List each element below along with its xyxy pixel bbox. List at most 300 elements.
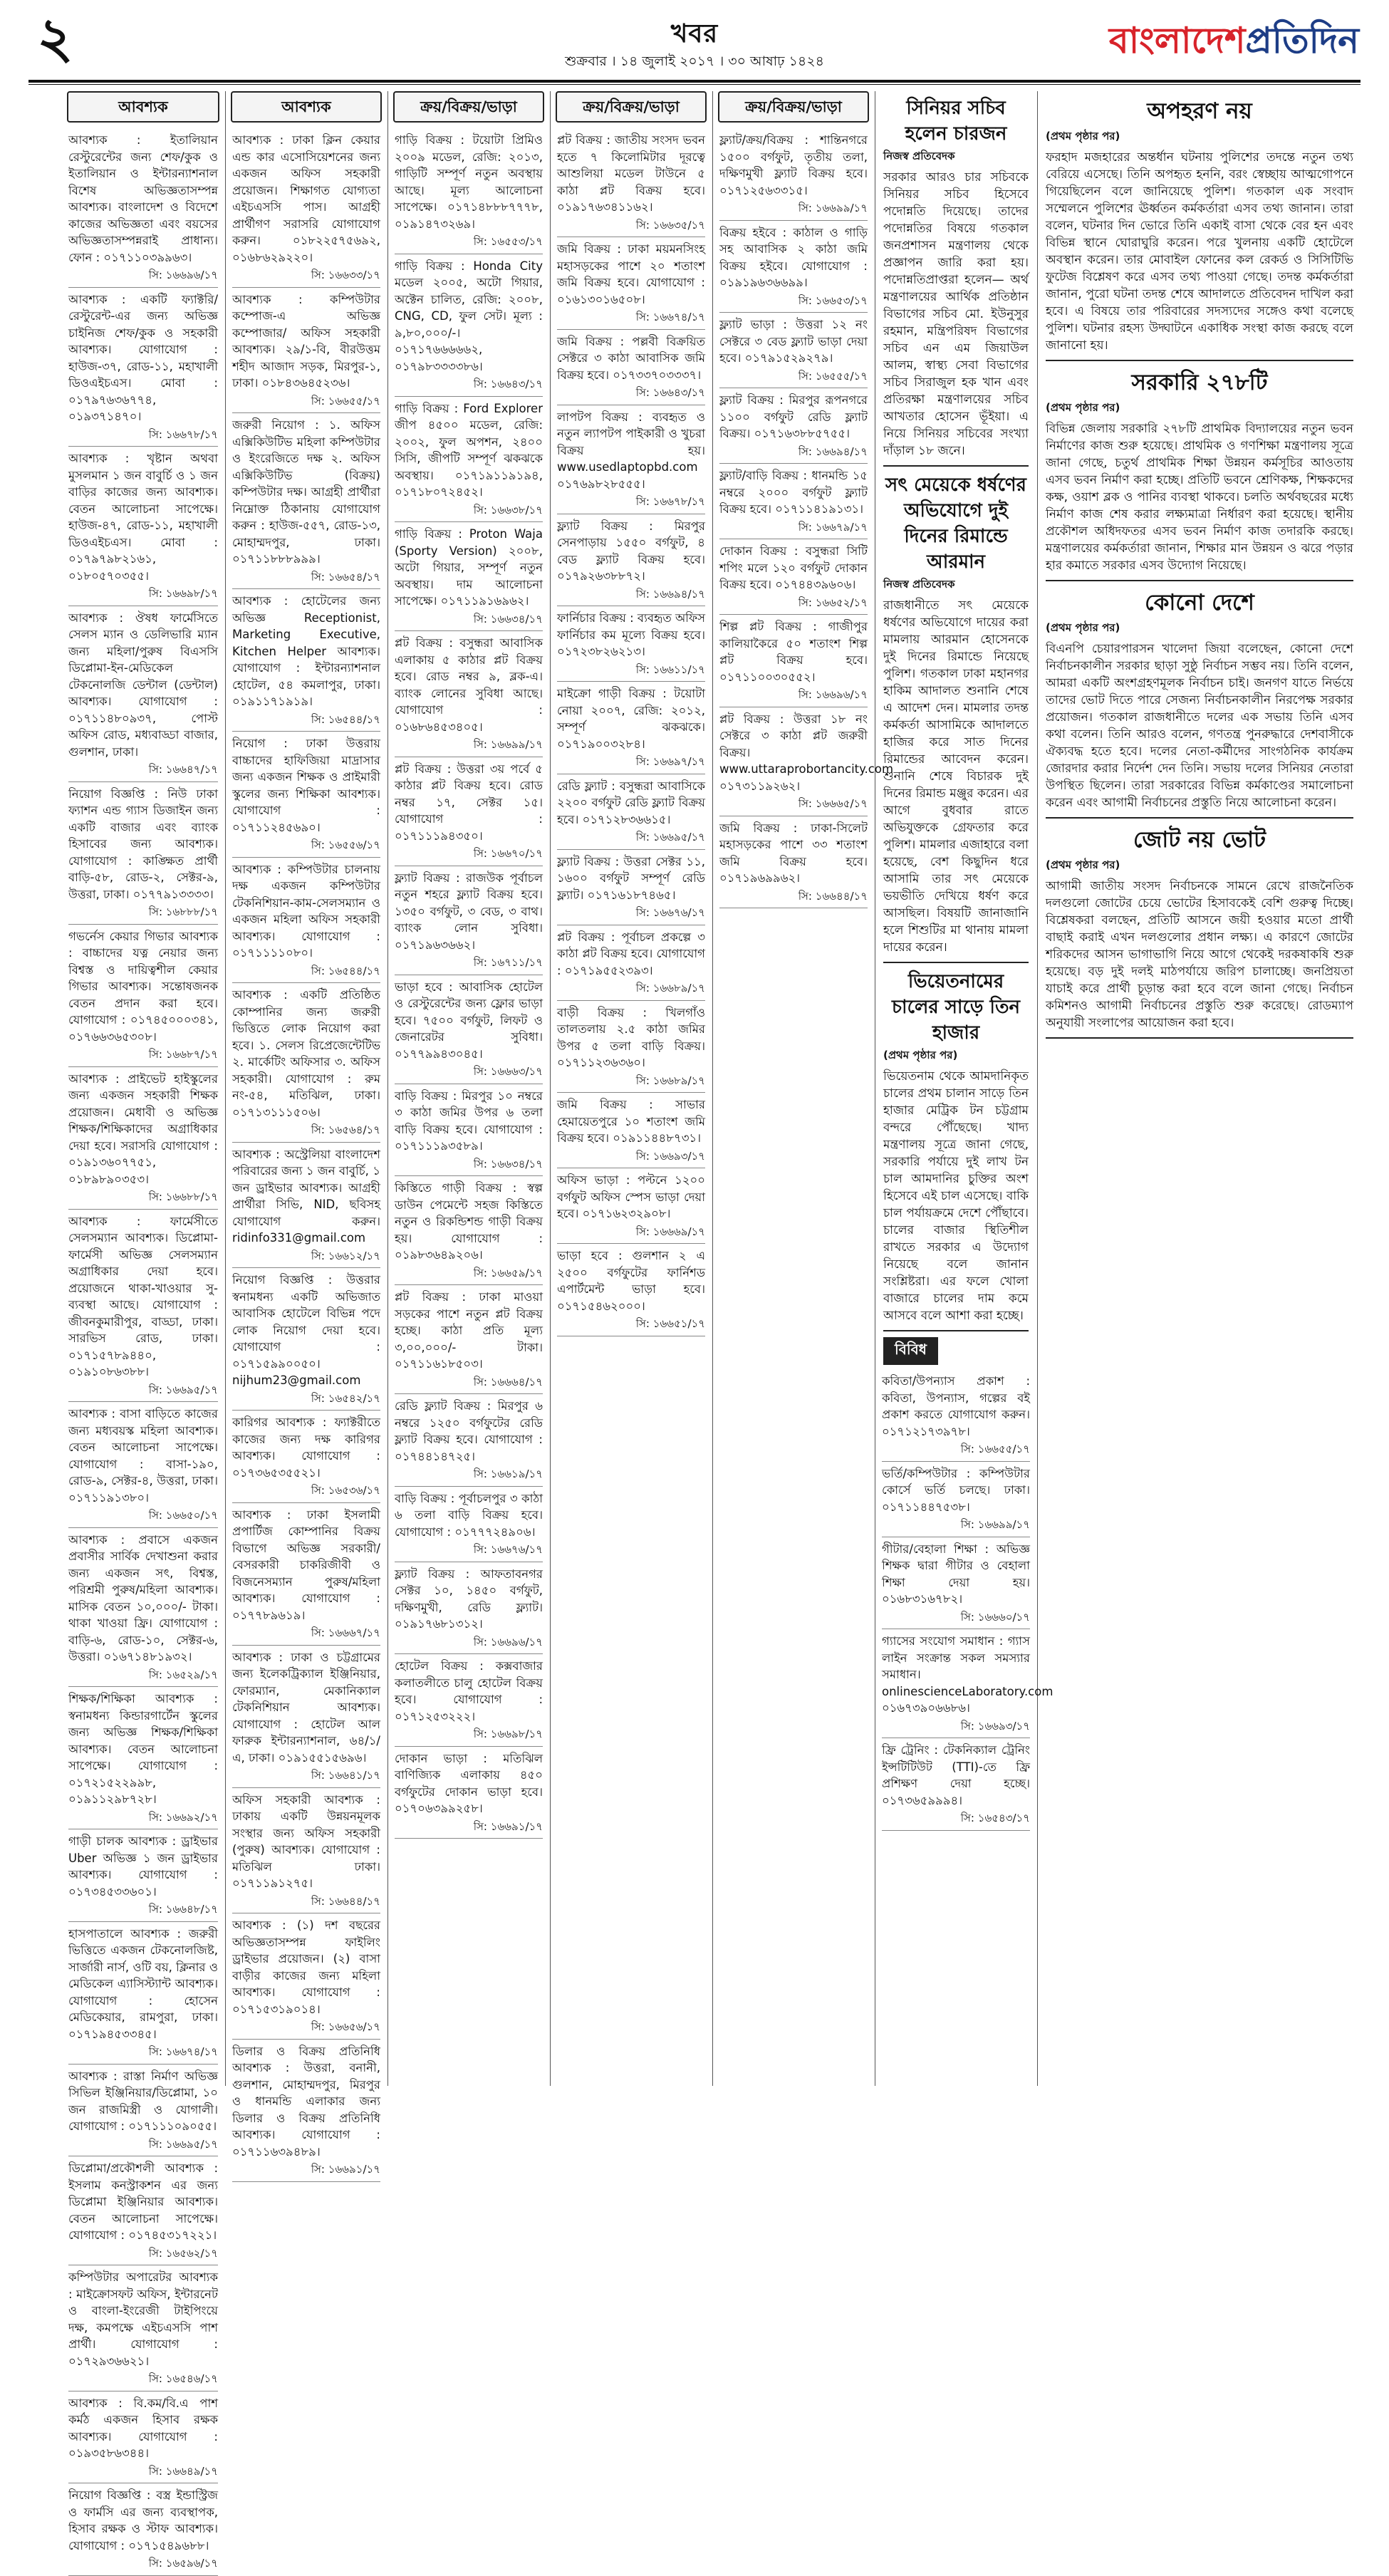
ad-text: আবশ্যক : ফার্মেসীতে সেলসম্যান আবশ্যক। ডিপ্লোমা-ফার্মেসী অভিজ্ঞ সেলসম্যান অগ্রাধিকার দেয়া হবে। প্রয়োজনে থাকা-খাওয়ার সু-ব্যবস্থা আছে। যোগাযোগ : জীবনকুমারীপুর, বাড্ডা, ঢাকা। সারভিস রোড, ঢাকা। ০১৭১৫৭৮৯৪৪০, ০১৯১০৮৬৩৮৮। [68,1214,218,1378]
ad-text: জমি বিক্রয় : ঢাকা-সিলেট মহাসড়কের পাশে ৩৩ শতাংশ জমি বিক্রয় হবে। ০১৭১৯৬৯৯৬২। [719,821,868,885]
ad-reference-code: সি: ১৬৬৫০/১৭ [148,1509,218,1522]
ad-text: ডিলার ও বিক্রয় প্রতিনিধি আবশ্যক : উত্তরা, বনানী, গুলশান, মোহাম্মদপুর, মিরপুর ও ধানমন্ডি এলাকার জন্য ডিলার ও বিক্রয় প্রতিনিধি আবশ্যক। যোগাযোগ : ০১৭১১৬৩৯৪৮৯। [232,2044,380,2159]
ad-text: গাড়ি বিক্রয় : Proton Waja (Sporty Version) ২০০৮, অটো গিয়ার, সম্পূর্ণ নতুন অবস্থায়। দাম আলোচনা সাপেক্ষে। ০১৭১১৯১৬৯৬২। [395,527,543,608]
ad-reference-code: সি: ১৬৬৮৯/১৭ [635,982,705,994]
classified-ad [389,522,548,628]
classified-ad [389,1562,548,1651]
ad-text: ফার্নিচার বিক্রয় : ব্যবহৃত অফিস ফার্নিচার কম মূল্যে বিক্রয় হবে। ০১৭২৩৮২৬২১৩। [557,611,705,658]
classified-ad [227,1411,386,1500]
ad-reference-code: সি: ১৬৬৩৩/১৭ [311,269,380,281]
story-byline: (প্রথম পৃষ্ঠার পর) [1046,401,1120,414]
ad-reference-code: সি: ১৬৬৫৬/১৭ [311,2020,380,2033]
ad-text: শিক্ষক/শিক্ষিকা আবশ্যক : স্বনামধন্য কিন্ডারগার্টেন স্কুলের জন্য অভিজ্ঞ শিক্ষক/শিক্ষিকা আবশ্যক। বেতন আলোচনা সাপেক্ষে। যোগাযোগ : ০১৭২১৫২২৯৯৮, ০১৯১১২৯৮৭২৮। [68,1692,218,1806]
classified-ad [714,128,873,217]
news-story [1039,91,1361,354]
story-headline: সৎ মেয়েকে ধর্ষণের অভিযোগে দুই দিনের রিমান্ডে আরমান [885,474,1026,573]
ad-reference-code: সি: ১৬৬৫৯/১৭ [473,1266,543,1279]
classified-ad [227,589,386,728]
ad-text: ফ্ল্যাট বিক্রয় : উত্তরা সেক্টর ১১, ১৬০০ বর্গফুট সম্পূর্ণ রেডি ফ্ল্যাট। ০১৭১৬১৮৭৪৬৫। [557,854,705,902]
story-byline: (প্রথম পৃষ্ঠার পর) [1046,621,1120,634]
ad-reference-code: সি: ১৬৬৭৪/১৭ [148,2045,218,2058]
ad-text: নিয়োগ : ঢাকা উত্তরায় বাচ্চাদের হাফিজিয়া মাদ্রাসার জন্য একজন শিক্ষক ও প্রাইমারী স্কুলের জন্য শিক্ষিকা আবশ্যক। যোগাযোগ : ০১৭১১২৪৫৬৯০। [232,737,380,834]
story-divider [883,1330,1029,1331]
column-divider [387,91,388,2086]
section-title: খবর [670,19,719,48]
classified-ad [389,631,548,754]
news-story [876,965,1036,1324]
ad-text: অফিস ভাড়া : পল্টনে ১২০০ বর্গফুট অফিস স্পেস ভাড়া দেয়া হবে। ০১৭১৬২৩২৯০৮। [557,1173,705,1220]
story-divider [883,962,1029,963]
ad-list [714,128,894,908]
classified-ad [227,1913,386,2036]
ad-reference-code: সি: ১৬৬৩৪/১৭ [473,612,543,625]
ad-text: প্লট বিক্রয় : উত্তরা ৩য় পর্বে ৫ কাঠার প্লট বিক্রয় হবে। রোড নম্বর ১৭, সেক্টর ১৫। যোগাযোগ : ০১৭১১১৯৪৩৫০। [395,762,543,843]
story-body: ফরহাদ মজহারের অন্তর্ধান ঘটনায় পুলিশের তদন্তে নতুন তথ্য বেরিয়ে এসেছে। তিনি অপহৃত হননি, বরং স্বেচ্ছায় আত্মগোপনে গিয়েছিলেন বলে জানিয়েছে পুলিশ। গতকাল এক সংবাদ সম্মেলনে পুলিশের ঊর্ধ্বতন কর্মকর্তারা এসব তথ্য জানান। তারা বলেন, ঘটনার দিন ভোরে তিনি একাই বাসা থেকে বের হন এবং বিভিন্ন স্থানে ঘোরাঘুরি করেন। পরে খুলনায় একটি হোটেলে অবস্থান করেন। তার মোবাইল ফোনের কল রেকর্ড ও সিসিটিভি ফুটেজ বিশ্লেষণ করে এসব তথ্য পাওয়া গেছে। তদন্ত কর্মকর্তারা জানান, পুরো ঘটনা তদন্ত শেষে আদালতে প্রতিবেদন দাখিল করা হবে। এ বিষয়ে তার পরিবারের সদস্যদের সঙ্গেও কথা বলেছে পুলিশ। ঘটনার রহস্য উদ্ঘাটনে একাধিক সংস্থা কাজ করছে বলে জানানো হয়। [1046,150,1353,353]
classified-ad [227,1143,386,1265]
ad-text: আবশ্যক : রাস্তা নির্মাণ অভিজ্ঞ সিভিল ইঞ্জিনিয়ার/ডিপ্লোমা, ১০ জন রাজমিস্ত্রী ও যোগালী। যোগাযোগ : ০১৭১১১০৯০৫৫। [68,2069,218,2133]
ad-reference-code: সি: ১৬৫৪৪/১৭ [311,964,380,977]
ad-text: ভাড়া হবে : গুলশান ২ এ ২৫০০ বর্গফুটের ফার্নিশড এপার্টমেন্ট ভাড়া হবে। ০১৭১৫৪৬২০০০। [557,1249,705,1313]
ad-reference-code: সি: ১৬৬৬০/১৭ [960,1610,1030,1624]
ad-text: শিল্প প্লট বিক্রয় : গাজীপুর কালিয়াকৈরে ৫০ শতাংশ শিল্প প্লট বিক্রয় হবে। ০১৭১১০০৩০৫৫২। [719,620,868,684]
ad-text: বিক্রয় হইবে : কাঠাল ও গাড়ি সহ আবাসিক ২ কাঠা জমি বিক্রয় হইবে। যোগাযোগ : ০১৯১৯৬৩৬৬৯৯। [719,225,868,289]
classified-ad [63,1210,224,1399]
ad-reference-code: সি: ১৬৬৩৮/১৭ [473,503,543,516]
classified-ad [389,1747,548,1836]
ad-reference-code: সি: ১৬৬৯৬/১৭ [798,688,868,701]
ad-text: ফ্রি ট্রেনিং : টেকনিক্যাল ট্রেনিং ইন্সটিটিউট (TTI)-তে ফ্রি প্রশিক্ষণ দেয়া হচ্ছে। ০১৭৩৬৫৯৯৯৪। [882,1743,1030,1807]
ad-reference-code: সি: ১৬৬৫৫/১৭ [311,394,380,407]
ad-reference-code: সি: ১৬৬৯৪/১৭ [635,587,705,601]
classified-ad [876,1369,1036,1458]
classified-ad [551,1244,711,1333]
classified-ad [876,1738,1036,1827]
classified-ad [63,925,224,1064]
classified-column-1 [63,91,224,2570]
ad-list [227,128,386,2182]
news-story [1039,820,1361,1032]
column-header: ক্রয়/বিক্রয়/ভাড়া [393,91,544,123]
story-body: সরকার আরও চার সচিবকে সিনিয়র সচিব হিসেবে পদোন্নতি দিয়েছে। তাদের পদোন্নতির বিষয়ে গতকাল জনপ্রশাসন মন্ত্রণালয় থেকে প্রজ্ঞাপন জারি করা হয়। পদোন্নতিপ্রাপ্তরা হলেন— অর্থ মন্ত্রণালয়ের আর্থিক প্রতিষ্ঠান বিভাগের সচিব মো. ইউনুসুর রহমান, মন্ত্রিপরিষদ বিভাগের সচিব এন এম জিয়াউল আলম, স্বাস্থ্য সেবা বিভাগের সচিব সিরাজুল হক খান এবং প্রতিরক্ষা মন্ত্রণালয়ের সচিব আখতার হোসেন ভূঁইয়া। এ নিয়ে সিনিয়র সচিবের সংখ্যা দাঁড়াল ১৮ জনে। [883,170,1029,458]
ad-reference-code: সি: ১৬৫৫৬/১৭ [311,838,380,851]
ad-text: গাড়ি বিক্রয় : Ford Explorer জীপ ৪৫০০ মডেল, রেজি: ২০০২, ফুল অপশন, ২৪০০ সিসি, জীপটি সম্পূর্ণ ঝকঝকে অবস্থায়। ০১৭১৯১১৯১৯৪, ০১৭১৮০৭২৪৫২। [395,401,543,499]
classified-ad [63,782,224,921]
news-story [1039,363,1361,574]
ad-reference-code: সি: ১৬৬৬৫/১৭ [798,797,868,810]
ad-reference-code: সি: ১৬৬৭৮/১৭ [148,427,218,441]
ad-text: লাপটপ বিক্রয় : ব্যবহৃত ও নতুন ল্যাপটপ পাইকারী ও খুচরা বিক্রয় হয়। www.usedlaptopbd.com ০১৭৬৯৮২৮৫৫৫। [557,410,705,491]
ad-text: জরুরী নিয়োগ : ১. অফিস এক্সিকিউটিভ মহিলা কম্পিউটার ও ইংরেজিতে দক্ষ ২. অফিস এক্সিকিউটিভ (বিক্রয়) কম্পিউটার দক্ষ। আগ্রহী প্রার্থীরা নিম্নোক্ত ঠিকানায় যোগাযোগ করুন : হাউজ-৫৫৭, রোড-১৩, মোহাম্মদপুর, ঢাকা। ০১৭১১৮৮৮৯৯৯। [232,418,380,566]
classified-column-5 [714,91,894,2086]
ad-text: আবশ্যক : ইতালিয়ান রেস্টুরেন্টের জন্য শেফ/কুক ও ইতালিয়ান ও ইন্টারন্যাশনাল বিশেষ অভিজ্ঞতাসম্পন্ন আবশ্যক। বাংলাদেশ ও বিদেশে কাজের অভিজ্ঞতা এবং বয়সের অভিজ্ঞতাসম্পন্নরাই প্রাধান্য। ফোন : ০১৭১১০৩৯৯৬৩। [68,133,218,264]
ad-reference-code: সি: ১৬৬৯৮/১৭ [473,1728,543,1740]
ad-reference-code: সি: ১৬৫৪২/১৭ [311,1391,380,1405]
story-headline: জোট নয় ভোট [1133,827,1266,853]
ad-text: আবশ্যক : কম্পিউটার চালনায় দক্ষ একজন কম্পিউটার টেকনিশিয়ান-কাম-সেলসম্যান ও একজন মহিলা অফিস সহকারী আবশ্যক। যোগাযোগ : ০১৭১১১১০৮০। [232,862,380,960]
ad-text: আবশ্যক : ঢাকা ক্লিন কেয়ার এন্ড কার এসোসিয়েশনের জন্য একজন অফিস সহকারী প্রয়োজন। শিক্ষাগত যোগ্যতা এইচএসসি পাস। আগ্রহী প্রার্থীগণ সরাসরি যোগাযোগ করুন। ০১৮২২৫৭৫৬৯২, ০১৬৮৬২৯২২০। [232,133,380,264]
classified-ad [63,1829,224,1918]
classified-ad [63,2483,224,2572]
ad-text: জমি বিক্রয় : ঢাকা ময়মনসিংহ মহাসড়কের পাশে ২০ শতাংশ জমি বিক্রয় হবে। যোগাযোগ : ০১৬১৩০১৬৫০৮। [557,242,705,306]
ad-text: প্লট বিক্রয় : পূর্বাচল প্রকল্পে ৩ কাঠা প্লট বিক্রয় হবে। যোগাযোগ : ০১৭১৯৫৫২৩৯৩। [557,930,705,977]
classified-ad [227,128,386,284]
ad-text: গাড়ি বিক্রয় : Honda City মডেল ২০০৫, অটো গিয়ার, অক্টেন চালিত, রেজি: ২০০৮, CNG, CD, ফুল সেট। মূল্য : ৯,৮০,০০০/-। ০১৭১৭৬৬৬৬৬২, ০১৭৯৮৩৩৩৩৮৬। [395,259,543,373]
story-byline: (প্রথম পৃষ্ঠার পর) [1046,130,1120,142]
ad-reference-code: সি: ১৬৬৯১/১৭ [473,1819,543,1833]
classified-ad [876,1537,1036,1626]
masthead-rule-thin [28,84,1361,85]
ad-reference-code: সি: ১৬৬১১/১৭ [635,663,705,676]
classified-ad [714,615,873,704]
logo-part-1: বাংলাদেশ [1108,20,1246,61]
classified-ad [389,128,548,251]
classified-ad [389,254,548,393]
classified-ad [389,1394,548,1483]
ad-reference-code: সি: ১৬৬৮৯/১৭ [635,1074,705,1087]
ad-text: আবশ্যক : (১) দশ বছরের অভিজ্ঞতাসম্পন্ন ফাইলিং ড্রাইভার প্রয়োজন। (২) বাসা বাড়ীর কাজের জন্য মহিলা আবশ্যক। যোগাযোগ : ০১৭১৫৩১৯০১৪। [232,1918,380,2016]
ad-reference-code: সি: ১৬৬৬৩/১৭ [473,1065,543,1078]
ad-text: নিয়োগ বিজ্ঞপ্তি : নিউ ঢাকা ফ্যাশন এন্ড গ্যাস ডিজাইন জন্য একটি বাজার এবং ব্যাংক হিসাবের জন্য আবশ্যক। যোগাযোগ : কাঙ্ক্ষিত প্রার্থী বাড়ি-৫৮, রোড-২, সেক্টর-৯, উত্তরা, ঢাকা। ০১৭৭৯১৩৩৩৩। [68,786,218,901]
classified-ad [389,397,548,519]
ad-text: প্লট বিক্রয় : ঢাকা মাওয়া সড়কের পাশে নতুন প্লট বিক্রয় হচ্ছে। কাঠা প্রতি মূল্য ৩,০০,০০০/- টাকা। ০১৭১১৬১৮৫০৩। [395,1290,543,1371]
news-column-2 [1039,91,1361,2086]
ad-reference-code: সি: ১৬৬১৯/১৭ [473,1468,543,1480]
classified-ad [389,1176,548,1282]
ad-reference-code: সি: ১৬৬৯৬/১৭ [473,1635,543,1648]
ad-reference-code: সি: ১৬৫৪৬/১৭ [148,2372,218,2385]
ad-reference-code: সি: ১৬৬৯৩/১৭ [960,1719,1030,1733]
ad-reference-code: সি: ১৬৬৯৫/১৭ [148,1383,218,1396]
ad-text: আবশ্যক : কম্পিউটার কম্পোজ-এ অভিজ্ঞ কম্পোজার/ অফিস সহকারী আবশ্যক। ২৯/১-বি, বীরউত্তম শহীদ আজাদ সড়ক, মিরপুর-১, ঢাকা। ০১৮৪৩৬৪৫২৩৬। [232,292,380,390]
ad-text: প্লট বিক্রয় : উত্তরা ১৮ নং সেক্টরে ৩ কাঠা প্লট জরুরী বিক্রয়। www.uttaraprobortancity.com ০১৭৩১১৯২৬২। [719,712,894,793]
classified-ad [227,1646,386,1785]
classified-ad [63,1687,224,1826]
classified-ad [551,514,711,603]
ad-reference-code: সি: ১৬৬৯৫/১৭ [635,831,705,843]
ad-text: আবশ্যক : একটি প্রতিষ্ঠিত কোম্পানির জন্য জরুরী ভিত্তিতে লোক নিয়োগ করা হবে। ১. সেলস রিপ্রেজেন্টেটিভ ২. মার্কেটিং অফিসার ৩. অফিস সহকারী। যোগাযোগ : রুম নং-৫৪, মতিঝিল, ঢাকা। ০১৭১৩১১১৫০৬। [232,988,380,1119]
classified-ad [389,1084,548,1173]
classified-ad [551,405,711,511]
story-list [876,91,1036,1331]
story-headline: অপহরণ নয় [1147,98,1252,124]
ad-reference-code: সি: ১৬৬৩৪/১৭ [473,1157,543,1170]
ad-text: আবশ্যক : বাসা বাড়িতে কাজের জন্য মধ্যবয়স্ক মহিলা আবশ্যক। বেতন আলোচনা সাপেক্ষে। যোগাযোগ : বাসা-১৯০, রোড-৯, সেক্টর-৪, উত্তরা, ঢাকা। ০১৭১১৯১৩৮০। [68,1407,218,1505]
story-list [1039,91,1361,1039]
ad-text: আবশ্যক : ঔষধ ফার্মেসিতে সেলস ম্যান ও ডেলিভারি ম্যান জন্য মহিলা/পুরুষ বিএসসি ডিপ্লোমা-ইন-মেডিকেল টেকনোলজি ডেন্টাল (ডেন্টাল) আবশ্যক। যোগাযোগ : ০১৭১১৪৮০৯৩৭, পোস্ট অফিস রোড, মধ্যবাড্ডা বাজার, গুলশান, ঢাকা। [68,611,218,759]
story-divider [1046,817,1353,819]
story-headline: ভিয়েতনামের চালের সাড়ে তিন হাজার [892,971,1020,1044]
story-body: রাজধানীতে সৎ মেয়েকে ধর্ষণের অভিযোগে দায়ের করা মামলায় আরমান হোসেনকে দুই দিনের রিমান্ডে নিয়েছে পুলিশ। গতকাল ঢাকা মহানগর হাকিম আদালত শুনানি শেষে এ আদেশ দেন। মামলার তদন্ত কর্মকর্তা আসামিকে আদালতে হাজির করে সাত দিনের রিমান্ডের আবেদন করেন। শুনানি শেষে বিচারক দুই দিনের রিমান্ড মঞ্জুর করেন। এর আগে বুধবার রাতে অভিযুক্তকে গ্রেফতার করে পুলিশ। মামলার এজাহারে বলা হয়েছে, বেশ কিছুদিন ধরে আসামি তার সৎ মেয়েকে ভয়ভীতি দেখিয়ে ধর্ষণ করে আসছিল। বিষয়টি জানাজানি হলে শিশুটির মা থানায় মামলা দায়ের করেন। [883,598,1029,955]
classified-ad [63,1922,224,2061]
classified-ad [551,850,711,922]
ad-reference-code: সি: ১৬৬৪৭/১৭ [148,763,218,776]
classified-ad [714,464,873,536]
ad-reference-code: সি: ১৬৫৯৬/১৭ [148,2557,218,2570]
classified-ad [63,2265,224,2388]
column-header: ক্রয়/বিক্রয়/ভাড়া [556,91,707,123]
ad-reference-code: সি: ১৬৫২৯/১৭ [148,1668,218,1681]
classified-ad [227,2040,386,2178]
ad-text: আবশ্যক : বি.কম/বি.এ পাশ কর্মঠ একজন হিসাব রক্ষক আবশ্যক। যোগাযোগ : ০১৯৩৫৮৬৩৪৪। [68,2396,218,2460]
ad-text: ভাড়া হবে : আবাসিক হোটেল ও রেস্টুরেন্টের জন্য ফ্লোর ভাড়া হবে। ৭৫০০ বর্গফুট, লিফট ও জেনারেটর সুবিধা। ০১৭৭৯৯৪৩০৪৫। [395,980,543,1061]
news-column-1 [876,91,1054,2086]
classified-ad [389,975,548,1081]
classified-ad [876,1629,1054,1735]
story-byline: (প্রথম পৃষ্ঠার পর) [883,1049,958,1061]
page-number: ২ [37,6,73,71]
classified-ad [63,1528,224,1684]
ad-reference-code: সি: ১৬৬৪৮/১৭ [148,1903,218,1916]
misc-box-label: বিবিধ [883,1337,938,1365]
classified-ad [63,2156,224,2262]
column-header: আবশ্যক [231,91,382,123]
column-divider [225,91,226,2086]
ad-reference-code: সি: ১৬৬৫৪/১৭ [311,570,380,583]
story-body: আগামী জাতীয় সংসদ নির্বাচনকে সামনে রেখে রাজনৈতিক দলগুলো জোটের চেয়ে ভোটের হিসাবকেই বেশি গুরুত্ব দিচ্ছে। বিশ্লেষকরা বলছেন, প্রতিটি আসনে জয়ী হওয়ার মতো প্রার্থী বাছাই করাই এখন দলগুলোর প্রধান লক্ষ্য। এ কারণে জোটের শরিকদের আসন ভাগাভাগি নিয়ে আগে থেকেই দরকষাকষি শুরু হয়েছে। বড় দুই দলই মাঠপর্যায়ে জরিপ চালাচ্ছে। জনপ্রিয়তা যাচাই করে প্রার্থী চূড়ান্ত করা হবে বলে জানা গেছে। নির্বাচন কমিশনও আগামী নির্বাচনের প্রস্তুতি শুরু করেছে। রোডম্যাপ অনুযায়ী সংলাপের আয়োজন করা হবে। [1046,879,1353,1030]
ad-reference-code: সি: ১৬৬৬৯/১৭ [635,1225,705,1238]
column-header: ক্রয়/বিক্রয়/ভাড়া [718,91,869,123]
classified-ad [389,757,548,863]
classified-ad [63,1402,224,1525]
ad-text: আবশ্যক : খৃষ্টান অথবা মুসলমান ১ জন বাবুর্চি ও ১ জন বাড়ির কাজের জন্য আবশ্যক। বেতন আলোচনা সাপেক্ষে। হাউজ-৪৭, রোড-১১, মহাখালী ডিওএইচএস। মোবা : ০১৭৯৭৯৮২১৬১, ০১৮০৫৭০৩৫৫। [68,452,218,583]
ad-text: প্লট বিক্রয় : বসুন্ধরা আবাসিক এলাকায় ৫ কাঠার প্লট বিক্রয় হবে। রোড নম্বর ৯, ব্লক-এ। ব্যাংক লোনের সুবিধা আছে। যোগাযোগ : ০১৬৮৬৪৫৩৪০৫। [395,636,543,734]
ad-text: অফিস সহকারী আবশ্যক : ঢাকায় একটি উন্নয়নমূলক সংস্থার জন্য অফিস সহকারী (পুরুষ) আবশ্যক। যোগাযোগ : মতিঝিল ঢাকা। ০১৭১১৯১২৭৫। [232,1792,380,1890]
ad-text: হাসপাতালে আবশ্যক : জরুরী ভিত্তিতে একজন টেকনোলজিষ্ট, সার্জারী নার্স, ওটি বয়, ক্লিনার ও মেডিকেল এ্যাসিস্ট্যান্ট আবশ্যক। যোগাযোগ : হোসেন মেডিকেয়ার, রামপুরা, ঢাকা। ০১৭১৯৪৫৩৩৪৫। [68,1926,218,2041]
classified-ad [389,866,548,972]
classified-ad [389,1654,548,1743]
story-headline: কোনো দেশে [1145,590,1254,616]
classified-ad [714,539,873,611]
classified-ad [714,707,894,813]
story-divider [883,465,1029,467]
classified-ad [63,2391,224,2481]
classified-ad [63,2065,224,2154]
ad-text: ফ্ল্যাট/ক্রয়/বিক্রয় : শান্তিনগরে ১৫০০ বর্গফুট, তৃতীয় তলা, দক্ষিণমুখী ফ্ল্যাট বিক্রয় হবে। ০১৭১২৫৬৩৩১৫। [719,133,868,197]
ad-reference-code: সি: ১৬৬৯৪/১৭ [798,445,868,458]
ad-reference-code: সি: ১৬৬৭৪/১৭ [635,311,705,323]
ad-text: বাড়ি বিক্রয় : মিরপুর ১০ নম্বরে ৩ কাঠা জমির উপর ৬ তলা বাড়ি বিক্রয় হবে। যোগাযোগ : ০১৭১১১৯৩৫৮৯। [395,1089,543,1153]
ad-reference-code: সি: ১৬৬৭৮/১৭ [635,495,705,508]
classified-ad [227,413,386,586]
ad-reference-code: সি: ১৬৫৪৩/১৭ [960,1812,1030,1824]
ad-list [551,128,711,1336]
ad-text: আবশ্যক : অস্ট্রেলিয়া বাংলাদেশ পরিবারের জন্য ১ জন বাবুর্চি, ১ জন ড্রাইভার আবশ্যক। আগ্রহী প্রার্থীরা সিভি, NID, ছবিসহ যোগাযোগ করুন। ridinfo331@gmail.com [232,1147,380,1245]
classified-ad [227,983,386,1139]
ad-text: আবশ্যক : হোটেলের জন্য অভিজ্ঞ Receptionist, Marketing Executive, Kitchen Helper আবশ্যক। যোগাযোগ : ইন্টারন্যাশনাল হোটেল, ৫৪ কমলাপুর, ঢাকা। ০১৯১১৭১৯১৯। [232,594,380,708]
masthead [0,0,1389,84]
ad-text: আবশ্যক : ঢাকা ও চট্টগ্রামের জন্য ইলেকট্রিক্যাল ইঞ্জিনিয়ার, ফোরম্যান, মেকানিক্যাল টেকনিশিয়ান আবশ্যক। যোগাযোগ : হোটেল আল ফারুক ইন্টারন্যাশনাল, ৬৪/১/এ, ঢাকা। ০১৯১৫৫১৫৬৯৬। [232,1650,380,1765]
classified-ad [551,606,711,678]
ad-text: নিয়োগ বিজ্ঞপ্তি : উত্তরার স্বনামধন্য একটি অভিজাত আবাসিক হোটেলে বিভিন্ন পদে লোক নিয়োগ দেয়া হবে। যোগাযোগ : ০১৭১৫৯৯০০৫০। nijhum23@gmail.com [232,1273,380,1387]
story-divider [1046,360,1353,361]
news-story [876,468,1036,956]
ad-text: আবশ্যক : প্রাইভেট হাইস্কুলের জন্য একজন সহকারী শিক্ষক প্রয়োজন। মেধাবী ও অভিজ্ঞ শিক্ষক/শিক্ষিকাদের অগ্রাধিকার দেয়া হবে। সরাসরি যোগাযোগ : ০১৯১৩৬০৭৭৫১, ০১৮৯৮৯০৩৫৩। [68,1071,218,1186]
classified-ad [714,388,873,460]
story-body: বিভিন্ন জেলায় সরকারি ২৭৮টি প্রাথমিক বিদ্যালয়ের নতুন ভবন নির্মাণের কাজ শুরু হয়েছে। প্রাথমিক ও গণশিক্ষা মন্ত্রণালয় সূত্রে জানা গেছে, চতুর্থ প্রাথমিক শিক্ষা উন্নয়ন কর্মসূচির আওতায় এসব ভবন নির্মাণ করা হচ্ছে। প্রতিটি ভবনে শ্রেণিকক্ষ, শিক্ষকদের কক্ষ, ওয়াশ ব্লক ও পানির ব্যবস্থা থাকবে। চলতি অর্থবছরের মধ্যে নির্মাণ কাজ শেষ করার লক্ষ্যমাত্রা নির্ধারণ করা হয়েছে। স্থানীয় প্রকৌশল অধিদফতর এসব ভবন নির্মাণ কাজ তদারকি করছে। মন্ত্রণালয়ের কর্মকর্তারা জানান, শিক্ষার মান উন্নয়ন ও ঝরে পড়ার হার কমাতে সরকার এসব উদ্যোগ নিয়েছে। [1046,422,1353,573]
classified-ad [876,1462,1036,1534]
ad-reference-code: সি: ১৬৬৫১/১৭ [635,1317,705,1330]
story-headline: সরকারি ২৭৮টি [1131,370,1268,395]
classified-ad [63,606,224,779]
classified-ad [714,221,873,310]
classified-ad [714,313,873,385]
story-body: বিএনপি চেয়ারপারসন খালেদা জিয়া বলেছেন, কোনো দেশে নির্বাচনকালীন সরকার ছাড়া সুষ্ঠু নির্বাচন সম্ভব নয়। তিনি বলেন, আমরা একটি অংশগ্রহণমূলক নির্বাচন চাই। জনগণ যাতে নির্ভয়ে তাদের ভোট দিতে পারে সেজন্য নির্বাচনকালীন নিরপেক্ষ সরকার প্রয়োজন। গতকাল রাজধানীতে দলের এক সভায় তিনি এসব কথা বলেন। তিনি আরও বলেন, গণতন্ত্র পুনরুদ্ধারে দেশবাসীকে ঐক্যবদ্ধ হতে হবে। দলের নেতা-কর্মীদের সাংগঠনিক কার্যক্রম জোরদার করার নির্দেশ দেন তিনি। সভায় দলের সিনিয়র নেতারা উপস্থিত ছিলেন। তারা সরকারের বিভিন্ন কর্মকাণ্ডের সমালোচনা করেন এবং আগামী নির্বাচনের প্রস্তুতি নিয়ে আলোচনা করেন। [1046,642,1353,810]
classified-ad [551,237,711,326]
ad-text: রেডি ফ্ল্যাট : বসুন্ধরা আবাসিকে ২২০০ বর্গফুট রেডি ফ্ল্যাট বিক্রয় হবে। ০১৭১২৮৩৬৬১৫। [557,779,705,826]
ad-text: রেডি ফ্ল্যাট বিক্রয় : মিরপুর ৬ নম্বরে ১২৫০ বর্গফুটের রেডি ফ্ল্যাট বিক্রয় হবে। যোগাযোগ : ০১৭৪৪১৪৭২৫। [395,1399,543,1463]
ad-text: ফ্ল্যাট বিক্রয় : রাজউক পূর্বাচল নতুন শহরে ফ্ল্যাট বিক্রয় হবে। ১৩৫০ বর্গফুট, ৩ বেড, ৩ বাথ। ব্যাংক লোন সুবিধা। ০১৭১৯৬৩৬৬২। [395,871,543,952]
column-divider [550,91,551,2086]
ad-separator [232,2181,380,2182]
ad-separator [882,1830,1030,1831]
ad-text: বাড়ি বিক্রয় : পূর্বাচলপুর ৩ কাঠা ৬ তলা বাড়ি বিক্রয় হবে। যোগাযোগ : ০১৭৭৭২৪৯০৬। [395,1491,543,1539]
ad-text: কম্পিউটার অপারেটর আবশ্যক : মাইক্রোসফট অফিস, ইন্টারনেট ও বাংলা-ইংরেজী টাইপিংয়ে দক্ষ, কমপক্ষে এইচএসসি পাশ প্রার্থী। যোগাযোগ : ০১৭২৯৩৬৬২১। [68,2270,218,2368]
ad-text: জমি বিক্রয় : সাভার হেমায়েতপুরে ১০ শতাংশ জমি বিক্রয় হবে। ০১৯১১৪৪৮৭৩১। [557,1098,705,1145]
ad-reference-code: সি: ১৬৬৭৬/১৭ [635,906,705,919]
ad-reference-code: সি: ১৬৬৫৩/১৭ [798,294,868,307]
ad-text: বাড়ী বিক্রয় : খিলগাঁও তালতলায় ২.৫ কাঠা জমির উপর ৫ তলা বাড়ি বিক্রয়। ০১৭১১২৩৬৩৬০। [557,1005,705,1069]
ad-text: ফ্ল্যাট বিক্রয় : আফতাবনগর সেক্টর ১০, ১৪৫০ বর্গফুট, দক্ষিণমুখী, রেডি ফ্ল্যাট। ০১৯১৭৬৮১৩১২। [395,1567,543,1631]
ad-text: দোকান ভাড়া : মতিঝিল বাণিজ্যিক এলাকায় ৪৫০ বর্গফুটের দোকান ভাড়া হবে। ০১৭০৬৩৯৯২৫৮। [395,1751,543,1815]
classified-ad [551,1093,711,1165]
ad-reference-code: সি: ১৬৬৯৯/১৭ [960,1518,1030,1531]
ad-text: জমি বিক্রয় : পল্লবী বিক্রয়িত সেক্টরে ৩ কাঠা আবাসিক জমি বিক্রয় হবে। ০১৭৩৩৭০৩৩৩৭। [557,334,705,382]
ad-text: ফ্ল্যাট বিক্রয় : মিরপুর রূপনগরে ১১০০ বর্গফুট রেডি ফ্ল্যাট বিক্রয়। ০১৭১৬৩৮৮৫৭৫৫। [719,393,868,440]
classified-ad [389,1487,548,1559]
classified-column-3 [389,91,548,2086]
dateline: শুক্রবার । ১৪ জুলাই ২০১৭ । ৩০ আষাঢ় ১৪২৪ [565,53,824,69]
ad-reference-code: সি: ১৬৬৪৯/১৭ [148,2464,218,2478]
ad-reference-code: সি: ১৬৬৫২/১৭ [798,596,868,609]
story-byline: নিজস্ব প্রতিবেদক [883,578,955,591]
classified-ad [63,128,224,284]
ad-reference-code: সি: ১৬৬৪১/১৭ [311,1769,380,1782]
ad-reference-code: সি: ১৬৫৬২/১৭ [148,2246,218,2260]
ad-text: কবিতা/উপন্যাস প্রকাশ : কবিতা, উপন্যাস, গল্পের বই প্রকাশ করতে যোগাযোগ করুন। ০১৭১২১৭৩৯৭৮। [882,1374,1030,1438]
ad-reference-code: সি: ১৬৬৩৫/১৭ [635,218,705,232]
classified-ad [227,1788,386,1911]
ad-reference-code: সি: ১৬৬৮৭/১৭ [148,1048,218,1061]
ad-list [389,128,548,1839]
ad-text: গ্যাসের সংযোগ সমাধান : গ্যাস লাইন সংক্রান্ত সকল সমস্যার সমাধান। onlinescienceLaboratory.com ০১৬৭৩৯০৬৬৮৬। [882,1634,1054,1715]
ad-reference-code: সি: ১৬৬৬৪/১৭ [473,1375,543,1388]
classified-ad [551,682,711,771]
ad-reference-code: সি: ১৬৫৬৪/১৭ [311,1123,380,1136]
ad-reference-code: সি: ১৬৬৪৪/১৭ [311,1894,380,1908]
story-divider [1046,1037,1353,1039]
ad-reference-code: সি: ১৬৫৫৩/১৭ [473,235,543,248]
column-divider [712,91,713,2086]
classified-ad [63,288,224,444]
newspaper-logo [1109,16,1359,66]
ad-reference-code: সি: ১৬৬৭৯/১৭ [798,520,868,534]
ad-reference-code: সি: ১৬৬৫৫/১৭ [960,1443,1030,1455]
ad-reference-code: সি: ১৬৬৯৭/১৭ [635,755,705,768]
ad-text: মাইক্রো গাড়ী বিক্রয় : টয়োটা নোয়া ২০০৭, রেজি: ২০১২, সম্পূর্ণ ঝকঝকে। ০১৭১৯০০৩২৮৪। [557,687,705,751]
classified-ad [63,1067,224,1206]
classified-ad [63,447,224,603]
ad-separator [395,1838,543,1839]
story-byline: (প্রথম পৃষ্ঠার পর) [1046,858,1120,871]
ad-reference-code: সি: ১৬৬৭০/১৭ [473,847,543,860]
ad-reference-code: সি: ১৬৫৩৬/১৭ [311,1484,380,1497]
ad-reference-code: সি: ১৬৬৯৩/১৭ [635,1149,705,1163]
classified-ad [551,1001,711,1090]
ad-text: আবশ্যক : প্রবাসে একজন প্রবাসীর সার্বিক দেখাশুনা করার জন্য একজন সৎ, বিশ্বস্ত, পরিশ্রমী পুরুষ/মহিলা আবশ্যক। মাসিক বেতন ১০,০০০/- টাকা। থাকা খাওয়া ফ্রি। যোগাযোগ : বাড়ি-৬, রোড-১০, সেক্টর-৬, উত্তরা। ০১৬৭১৪৮১৯৩২। [68,1532,218,1663]
ad-text: ভর্তি/কম্পিউটার : কম্পিউটার কোর্সে ভর্তি চলছে। ঢাকা। ০১৭১১৪৪৭৫৩৮। [882,1466,1030,1514]
column-header: আবশ্যক [67,91,219,123]
ad-text: প্লট বিক্রয় : জাতীয় সংসদ ভবন হতে ৭ কিলোমিটার দূরত্বে আশুলিয়া মডেল টাউনে ৫ কাঠা প্লট বিক্রয় হবে। ০১৯১৭৬৩৪১১৬২। [557,133,705,214]
column-divider [1037,91,1038,2086]
classified-ad [714,816,873,905]
classified-ad [227,1268,386,1407]
story-byline: নিজস্ব প্রতিবেদক [883,150,955,162]
story-divider [1046,580,1353,581]
ad-reference-code: সি: ১৬৬৪৩/১৭ [473,378,543,390]
ad-reference-code: সি: ১৬৬৯২/১৭ [148,1810,218,1824]
ad-text: ফ্ল্যাট ভাড়া : উত্তরা ১২ নং সেক্টরে ৩ বেড ফ্ল্যাট ভাড়া দেয়া হবে। ০১৭৯১৫২৯২৭৯। [719,318,868,365]
ad-text: আবশ্যক : একটি ফ্যাক্টরি/ রেস্টুরেন্ট-এর জন্য অভিজ্ঞ চাইনিজ শেফ/কুক ও সহকারী আবশ্যক। যোগাযোগ : হাউজ-৩৭, রোড-১১, মহাখালী ডিওএইচএস। মোবা : ০১৭৯৭৬৩৬৭৭৪, ০১৯৩৭১৪৭০। [68,292,218,423]
ad-text: কারিগর আবশ্যক : ফ্যাক্টরীতে কাজের জন্য দক্ষ কারিগর আবশ্যক। যোগাযোগ : ০১৭৩৬৫৩৫৫২১। [232,1416,380,1480]
ad-text: হোটেল বিক্রয় : কক্সবাজার কলাতলীতে চালু হোটেল বিক্রয় হবে। যোগাযোগ : ০১৭১২৫৩২২২। [395,1659,543,1723]
classified-ad [227,1503,386,1642]
ad-reference-code: সি: ১৬৬৯৯/১৭ [473,738,543,751]
ad-reference-code: সি: ১৬৬৯৮/১৭ [148,587,218,600]
ad-text: ডিপ্লোমা/প্রকৌশলী আবশ্যক : ইসলাম কনস্ট্রাকশন এর জন্য ডিপ্লোমা ইঞ্জিনিয়ার আবশ্যক। বেতন আলোচনা সাপেক্ষে। যোগাযোগ : ০১৭৪৫৩১৭২২১। [68,2161,218,2242]
ad-reference-code: সি: ১৬৮৮৮/১৭ [148,905,218,918]
classified-column-2 [227,91,386,2176]
classified-ad [227,858,386,980]
ad-separator [68,2575,218,2576]
ad-list [63,128,224,2576]
ad-reference-code: সি: ১৬৬৪৩/১৭ [635,386,705,399]
ad-reference-code: সি: ১৬৬১২/১৭ [311,1249,380,1262]
ad-text: দোকান বিক্রয় : বসুন্ধরা সিটি শপিং মলে ১২০ বর্গফুট দোকান বিক্রয় হবে। ০১৭৪৪৩৯৬০৬। [719,544,868,591]
masthead-rule [28,80,1361,83]
ad-text: ফ্ল্যাট/বাড়ি বিক্রয় : ধানমন্ডি ১৫ নম্বরে ২০০০ বর্গফুট ফ্ল্যাট বিক্রয় হবে। ০১৭১১৪১৯১৩১। [719,469,868,516]
classified-ad [389,1285,548,1391]
ad-reference-code: সি: ১৬৫৪৪/১৭ [311,712,380,726]
ad-reference-code: সি: ১৬৭১১/১৭ [473,956,543,969]
logo-part-2: প্রতিদিন [1245,20,1359,61]
ad-text: ফ্ল্যাট বিক্রয় : মিরপুর সেনপাড়ায় ১৫৫০ বর্গফুট, ৪ বেড ফ্ল্যাট বিক্রয় হবে। ০১৭৯২৬৩৮৮৭২। [557,519,705,583]
classified-ad [551,128,711,234]
ad-reference-code: সি: ১৬৬৪৪/১৭ [798,889,868,903]
ad-reference-code: সি: ১৬৬৯১/১৭ [311,2163,380,2176]
story-headline: সিনিয়র সচিব হলেন চারজন [905,98,1007,145]
ad-reference-code: সি: ১৬৬৮৮/১৭ [148,1190,218,1203]
classified-ad [551,925,711,997]
classified-column-4 [551,91,711,2086]
news-story [876,91,1036,459]
ad-text: গাড়ী চালক আবশ্যক : ড্রাইভার Uber অভিজ্ঞ ১ জন ড্রাইভার আবশ্যক। যোগাযোগ : ০১৭৩৪৫৩৩৬০১। [68,1834,218,1899]
classified-ad [551,1168,711,1240]
story-body: ভিয়েতনাম থেকে আমদানিকৃত চালের প্রথম চালান সাড়ে তিন হাজার মেট্রিক টন চট্টগ্রাম বন্দরে পৌঁছেছে। খাদ্য মন্ত্রণালয় সূত্রে জানা গেছে, সরকারি পর্যায়ে দুই লাখ টন চাল আমদানির চুক্তির অংশ হিসেবে এই চাল এসেছে। বাকি চাল পর্যায়ক্রমে দেশে পৌঁছাবে। চালের বাজার স্থিতিশীল রাখতে সরকার এ উদ্যোগ নিয়েছে বলে জানান সংশ্লিষ্টরা। এর ফলে খোলা বাজারে চালের দাম কমে আসবে বলে আশা করা হচ্ছে। [883,1069,1029,1323]
news-story [1039,583,1361,811]
classified-ad [551,330,711,402]
classified-ad [551,774,711,846]
ad-reference-code: সি: ১৬৬৬৭/১৭ [311,1626,380,1639]
ad-text: আবশ্যক : ঢাকা ইসলামী প্রপার্টিজ কোম্পানির বিক্রয় বিভাগে অভিজ্ঞ সরকারী/বেসরকারী চাকরিজীবী ও বিজনেসম্যান পুরুষ/মহিলা আবশ্যক। যোগাযোগ : ০১৭৭৮৯৬১৯। [232,1507,380,1622]
ad-reference-code: সি: ১৬৬৯৯/১৭ [798,202,868,214]
ad-reference-code: সি: ১৬৬৭৬/১৭ [473,1543,543,1556]
ad-text: নিয়োগ বিজ্ঞপ্তি : বস্ত্র ইন্ডাস্ট্রিজ ও ফার্মসি এর জন্য ব্যবস্থাপক, হিসাব রক্ষক ও স্টাফ আবশ্যক। যোগাযোগ : ০১৭১৫৪৯৬৮৮। [68,2488,218,2552]
ad-text: গভর্নেস কেয়ার গিভার আবশ্যক : বাচ্চাদের যত্ন নেয়ার জন্য বিশ্বস্ত ও দায়িত্বশীল কেয়ার গিভার আবশ্যক। সন্তোষজনক বেতন প্রদান করা হবে। যোগাযোগ : ০১৭৪৫০০০৩৪১, ০১৭৬৬৩৬৫৩০৮। [68,929,218,1044]
ad-reference-code: সি: ১৬৬৯৬/১৭ [148,269,218,281]
ad-list [876,1369,1054,1831]
ad-text: গাড়ি বিক্রয় : টয়োটা প্রিমিও ২০০৯ মডেল, রেজি: ২০১৩, গাড়িটি সম্পূর্ণ নতুন অবস্থায় আছে। মূল্য আলোচনা সাপেক্ষে। ০১৭১৪৮৮৮৭৭৭৮, ০১৯১৪৭৩২৬৯। [395,133,543,231]
ad-text: গীটার/বেহালা শিক্ষা : অভিজ্ঞ শিক্ষক দ্বারা গীটার ও বেহালা শিক্ষা দেয়া হয়। ০১৬৮৩১৬৭৮২। [882,1542,1030,1606]
